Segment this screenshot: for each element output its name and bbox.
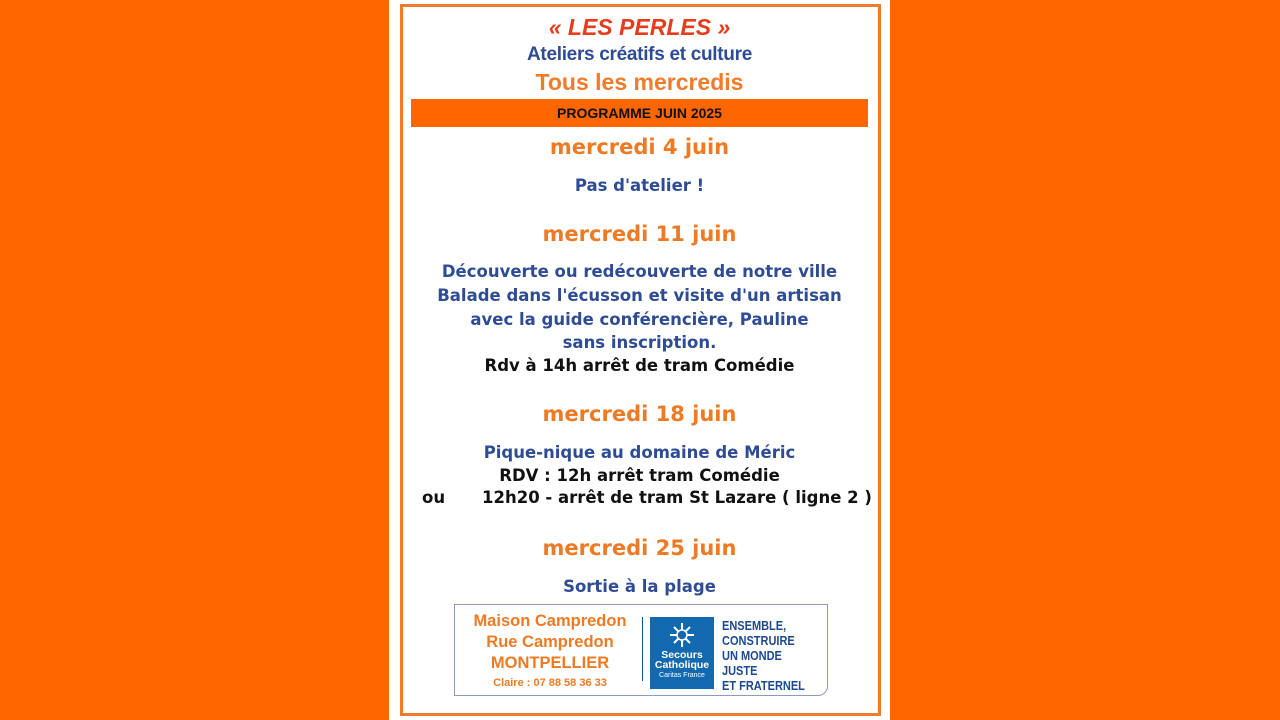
alternate-meeting-point: 12h20 - arrêt de tram St Lazare ( ligne 2 ) [482,488,872,507]
flyer-subtitle: Ateliers créatifs et culture [527,44,752,65]
slogan-line: UN MONDE JUSTE [722,649,782,678]
event-meeting-point: RDV : 12h arrêt tram Comédie [499,466,780,485]
event-date: mercredi 4 juin [549,135,730,159]
event-description: Pas d'atelier ! [574,176,705,195]
contact-phone: Claire : 07 88 58 36 33 [493,677,607,689]
contact-box [454,604,828,696]
event-description: avec la guide conférencière, Pauline [470,310,809,329]
alternate-prefix: ou [422,488,446,507]
flyer-schedule: Tous les mercredis [535,69,744,95]
event-description: Découverte ou redécouverte de notre ville [441,262,838,281]
divider [642,617,643,681]
event-date: mercredi 18 juin [542,402,737,426]
secours-catholique-logo [650,617,714,689]
slogan-line: ENSEMBLE, [722,619,787,633]
logo-text: Secours [661,649,703,661]
slogan [722,619,810,694]
event-description: sans inscription. [562,333,717,352]
slogan-line: ET FRATERNEL [722,679,805,693]
event-description: Balade dans l'écusson et visite d'un artisan [437,286,842,305]
event-description: Sortie à la plage [563,577,716,596]
event-alternate-meeting [389,488,890,512]
caritas-cross-icon [667,620,697,650]
contact-line: Maison Campredon [473,612,627,630]
slogan-line: CONSTRUIRE [722,634,795,648]
flyer-sheet [389,0,890,720]
event-meeting-point: Rdv à 14h arrêt de tram Comédie [484,356,795,375]
event-date: mercredi 11 juin [542,222,737,246]
flyer-title: « LES PERLES » [548,14,731,40]
contact-address [455,611,645,691]
logo-text: Caritas France [659,672,705,679]
event-description: Pique-nique au domaine de Méric [483,443,796,462]
contact-line: Rue Campredon [486,633,614,651]
program-banner: PROGRAMME JUIN 2025 [411,99,868,127]
contact-city: MONTPELLIER [490,654,610,672]
logo-text: Catholique [654,659,710,671]
event-date: mercredi 25 juin [542,536,737,560]
